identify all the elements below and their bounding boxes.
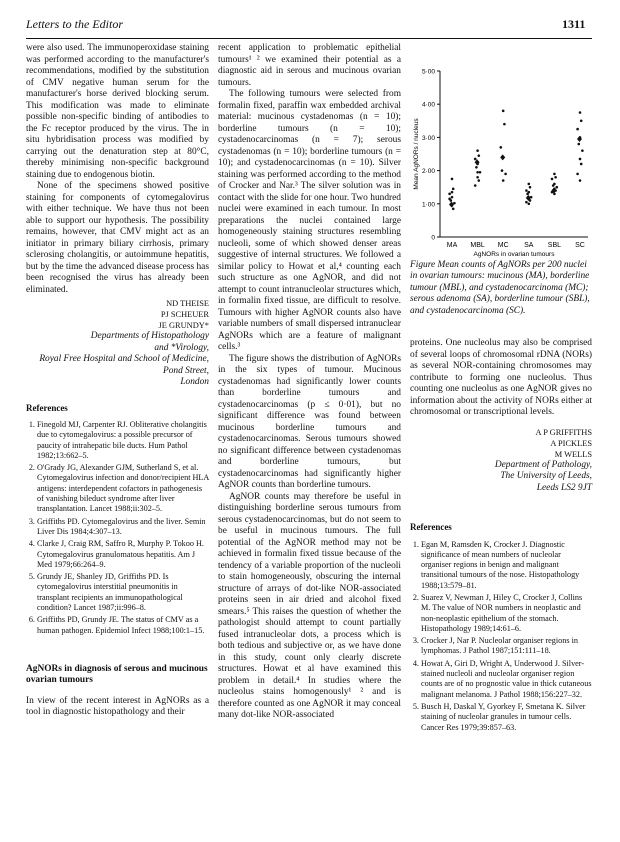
x-tick-label: SC <box>575 242 585 249</box>
affiliation-line: The University of Leeds, <box>500 471 592 481</box>
data-point <box>504 173 507 176</box>
data-point <box>576 173 579 176</box>
y-tick-label: 5·00 <box>421 68 435 76</box>
x-tick-label: MA <box>446 242 458 249</box>
x-tick-label: MC <box>497 242 509 249</box>
reference-item: 2. Suarez V, Newman J, Hiley C, Crocker J, Collins M. The value of NOR numbers in neoplastic and non-neoplastic epithelium of the stomach. Histopathology 1989;14:61–6. <box>421 593 592 634</box>
reference-item: 2. O'Grady JG, Alexander GJM, Sutherland S, et al. Cytomegalovirus infection and donor/recipient HLA antigens: interdependent cofactors in pathogenesis of vanishing bileduct syndrome after liver transplantation. Lancet 1988;ii:302–5. <box>37 463 209 514</box>
reference-item: 1. Finegold MJ, Carpenter RJ. Obliterative cholangitis due to cytomegalovirus: a possible precursor of paucity of intrahepatic bile ducts. Hum Pathol 1982;13:662–5. <box>37 420 209 461</box>
reference-item: 3. Crocker J, Nar P. Nucleolar organiser regions in lymphomas. J Pathol 1987;151:111–18. <box>421 636 592 657</box>
paragraph: The following tumours were selected from formalin fixed, paraffin wax embedded archival material: mucinous cystadenomas (n = 10); borderline tumours (n = 10); cystadenocarcinomas (n = 7); serous cystadenomas (n = 10); borderline tumours (n = 10); and cystadenocarcinomas (n = 10). Silver staining was performed according to the method of Crocker and Nar.³ The silver solution was in contact with the slide for one hour. Two hundred nuclei were examined in each tumour. In most preparations the nuclei contained large homogeneously staining structures resembling nucleoli, some of which showed denser areas suggestive of internal structures. We followed a similar policy to Howat et al,⁴ counting each such structure as one AgNOR, and did not attempt to count intranucleolar structures which, in formalin fixed tissue, are difficult to resolve. Tumours with higher AgNOR counts also have variable numbers of small dispersed intranuclear AgNORs which are a feature of malignant cells.³ <box>218 89 401 352</box>
x-axis-label: AgNORs in ovarian tumours <box>473 251 555 258</box>
data-point <box>553 173 556 176</box>
data-point <box>580 120 583 123</box>
references-heading: References <box>26 402 68 413</box>
affiliation-block <box>410 460 592 495</box>
data-point <box>503 123 506 126</box>
data-point <box>525 201 528 204</box>
references-heading: References <box>410 522 452 532</box>
author-name: PJ SCHEUER <box>160 310 209 319</box>
affiliation-line: Departments of Histopathology <box>90 331 209 341</box>
section-title: AgNORs in diagnosis of serous and mucinous ovarian tumours <box>26 663 208 686</box>
paragraph: In view of the recent interest in AgNORs as a tool in diagnostic histopathology and their <box>26 695 209 718</box>
reference-item: 4. Howat A, Giri D, Wright A, Underwood J. Silver-stained nucleoli and nucleolar organiser region counts are of no prognostic value in thick cutaneous malignant melanoma. J Pathol 1988;156:227–32. <box>421 659 592 700</box>
author-block <box>410 427 592 460</box>
data-point <box>556 186 559 189</box>
affiliation-line: Leeds LS2 9JT <box>536 482 592 493</box>
y-tick-label: 0 <box>431 234 435 242</box>
y-tick-label: 2·00 <box>421 168 435 176</box>
data-point <box>581 149 584 152</box>
data-point <box>479 171 482 174</box>
affiliation-line: Pond Street, <box>163 365 209 376</box>
affiliation-block <box>26 331 209 389</box>
data-point <box>451 178 454 181</box>
column-2 <box>218 43 401 722</box>
data-point <box>501 169 504 172</box>
y-tick-label: 1·00 <box>421 201 435 209</box>
author-block <box>26 298 209 331</box>
author-name: A P GRIFFITHS <box>535 427 592 437</box>
author-name: ND THEISE <box>166 299 209 308</box>
paragraph: proteins. One nucleolus may also be comprised of several loops of chromosomal rDNA (NORs) as several NOR-containing chromosomes may contribute to forming one nucleolus. Thus counting one nucleolus as one AgNOR gives no information about the activity of NORs either at chromosomal or transcriptional levels. <box>410 338 592 417</box>
data-point <box>476 171 479 174</box>
figure-caption: Figure Mean counts of AgNORs per 200 nuclei in ovarian tumours: mucinous (MA), borderline tumour (MBL), and cystadenocarcinoma (MC); serous adenoma (SA), borderline tumour (SBL), and cystadenocarcinoma (SC). <box>410 260 590 316</box>
y-tick-label: 3·00 <box>421 134 435 142</box>
reference-item: 4. Clarke J, Craig RM, Saffro R, Murphy P. Tokoo H. Cytomegalovirus granulomatous hepatitis. Am J Med 1979;66:264–9. <box>37 539 209 570</box>
data-point <box>474 184 477 187</box>
data-point <box>579 179 582 182</box>
data-point <box>476 149 479 152</box>
author-name: A PICKLES <box>550 438 592 448</box>
data-point <box>448 193 451 196</box>
reference-item: 3. Griffiths PD. Cytomegalovirus and the liver. Semin Liver Dis 1984;4:307–13. <box>37 517 209 538</box>
data-point <box>452 207 455 210</box>
affiliation-line: Royal Free Hospital and School of Medicine, <box>39 354 209 364</box>
x-tick-label: SA <box>524 242 534 249</box>
data-point <box>525 189 528 192</box>
data-point <box>452 188 455 191</box>
data-point <box>552 184 555 187</box>
reference-item: 6. Griffiths PD, Grundy JE. The status of CMV as a human pathogen. Epidemiol Infect 1988;100:1–15. <box>37 615 209 636</box>
mean-marker <box>500 154 505 160</box>
data-point <box>551 178 554 181</box>
y-axis-label: Mean AgNORs / nucleus <box>413 118 420 190</box>
references-list <box>26 420 209 636</box>
data-point <box>478 154 481 157</box>
author-name: JE GRUNDY* <box>158 321 209 330</box>
paragraph: recent application to problematic epithelial tumours¹ ² we examined their potential as a diagnostic aid in serous and mucinous ovarian tumours. <box>218 43 401 88</box>
header-rule <box>26 38 592 39</box>
data-point <box>451 191 454 194</box>
x-tick-label: SBL <box>547 242 562 249</box>
references-list <box>410 540 592 733</box>
reference-item: 1. Egan M, Ramsden K, Crocker J. Diagnostic significance of mean numbers of nucleolar organiser regions in benign and malignant transitional tumours of the nose. Histopathology 1988;13:579–81. <box>421 540 592 591</box>
data-point <box>526 193 529 196</box>
paragraph: None of the specimens showed positive staining for components of cytomegalovirus with either technique. We have thus not been able to support our hypothesis. The possibility remains, however, that CMV might act as an initiator in primary biliary cirrhosis, primary sclerosing cholangitis, or autoimmune hepatitis, but by the time the advanced disease process has been recognised the virus has already been eliminated. <box>26 181 209 295</box>
data-point <box>578 143 581 146</box>
running-title: Letters to the Editor <box>26 17 123 31</box>
data-point <box>476 176 479 179</box>
data-point <box>448 198 451 201</box>
reference-item: 5. Busch H, Daskal Y, Gyorkey F, Smetana K. Silver staining of nucleolar granules in tumour cells. Cancer Res 1979;39:857–63. <box>421 702 592 733</box>
data-point <box>579 158 582 161</box>
data-point <box>451 196 454 199</box>
data-point <box>502 110 505 113</box>
data-point <box>528 203 531 206</box>
affiliation-line: Department of Pathology, <box>494 459 592 470</box>
data-point <box>529 186 532 189</box>
data-point <box>475 166 478 169</box>
affiliation-line: and *Virology, <box>154 342 209 353</box>
reference-item: 5. Grundy JE, Shanley JD, Griffiths PD. Is cytomegalovirus interstitial pneumonitis in transplant recipients an immunopathological condition? Lancet 1987;ii:996–8. <box>37 572 209 613</box>
column-1 <box>26 43 209 719</box>
paragraph: The figure shows the distribution of AgNORs in the six types of tumour. Mucinous cystadenomas had significantly lower counts than borderline tumours and cystadenocarcinomas (p ≤ 0·01), but no significant difference was found between mucinous borderline tumours and cystadenocarcinomas. Serous tumours showed no significant difference between cystadenomas and borderline tumours, but cystadenocarcinomas had significantly higher AgNOR counts than borderline tumours. <box>218 353 401 490</box>
agnor-scatter-chart <box>410 60 592 270</box>
data-point <box>478 179 481 182</box>
paragraph: were also used. The immunoperoxidase staining was performed according to the manufacturer's recommendations, modified by the substitution of CMV negative human serum for the manufacturer's horse derived blocking serum. This modification was made to eliminate possible non-specific binding of antibodies to the Fc receptor produced by the virus. The in situ hybridisation process was modified by carrying out the denaturation step at 80°C, thereby minimising non-specific background staining due to endogenous biotin. <box>26 43 209 180</box>
mean-marker <box>449 201 454 207</box>
y-tick-label: 4·00 <box>421 101 435 109</box>
data-point <box>580 163 583 166</box>
chart-axes <box>413 69 588 259</box>
mean-marker <box>577 136 582 142</box>
page-number: 1311 <box>562 17 586 31</box>
chart-marks <box>448 110 583 211</box>
data-point <box>528 183 531 186</box>
data-point <box>474 158 477 161</box>
column-3 <box>410 338 592 735</box>
data-point <box>579 111 582 114</box>
data-point <box>576 128 579 131</box>
affiliation-line: London <box>180 377 209 387</box>
paragraph: AgNOR counts may therefore be useful in distinguishing borderline serous tumours from serous cystadenocarcinomas, but do not seem to be useful in mucinous tumours. The full potential of the AgNOR method may not be achieved in formalin fixed tissue because of the tendency of a variable proportion of the nucleoli to stain homogeneously, obscuring the internal structure of arrays of dot-like NOR-associated proteins seen in air dried and alcohol fixed smears.⁵ This raises the question of whether the pathologist should attempt to count partially fused intranucleolar dots, a process which is both tedious and subjective or, as we have done in this study, count only clearly discrete structures. Howat et al have examined this problem in detail.⁴ In studies where the nucleolus stains homogenously¹ ² and is therefore counted as one AgNOR it may conceal many dot-like NOR-associated <box>218 491 401 720</box>
data-point <box>500 146 503 149</box>
author-name: M WELLS <box>554 449 592 459</box>
x-tick-label: MBL <box>470 242 485 249</box>
data-point <box>502 179 505 182</box>
data-point <box>554 176 557 179</box>
